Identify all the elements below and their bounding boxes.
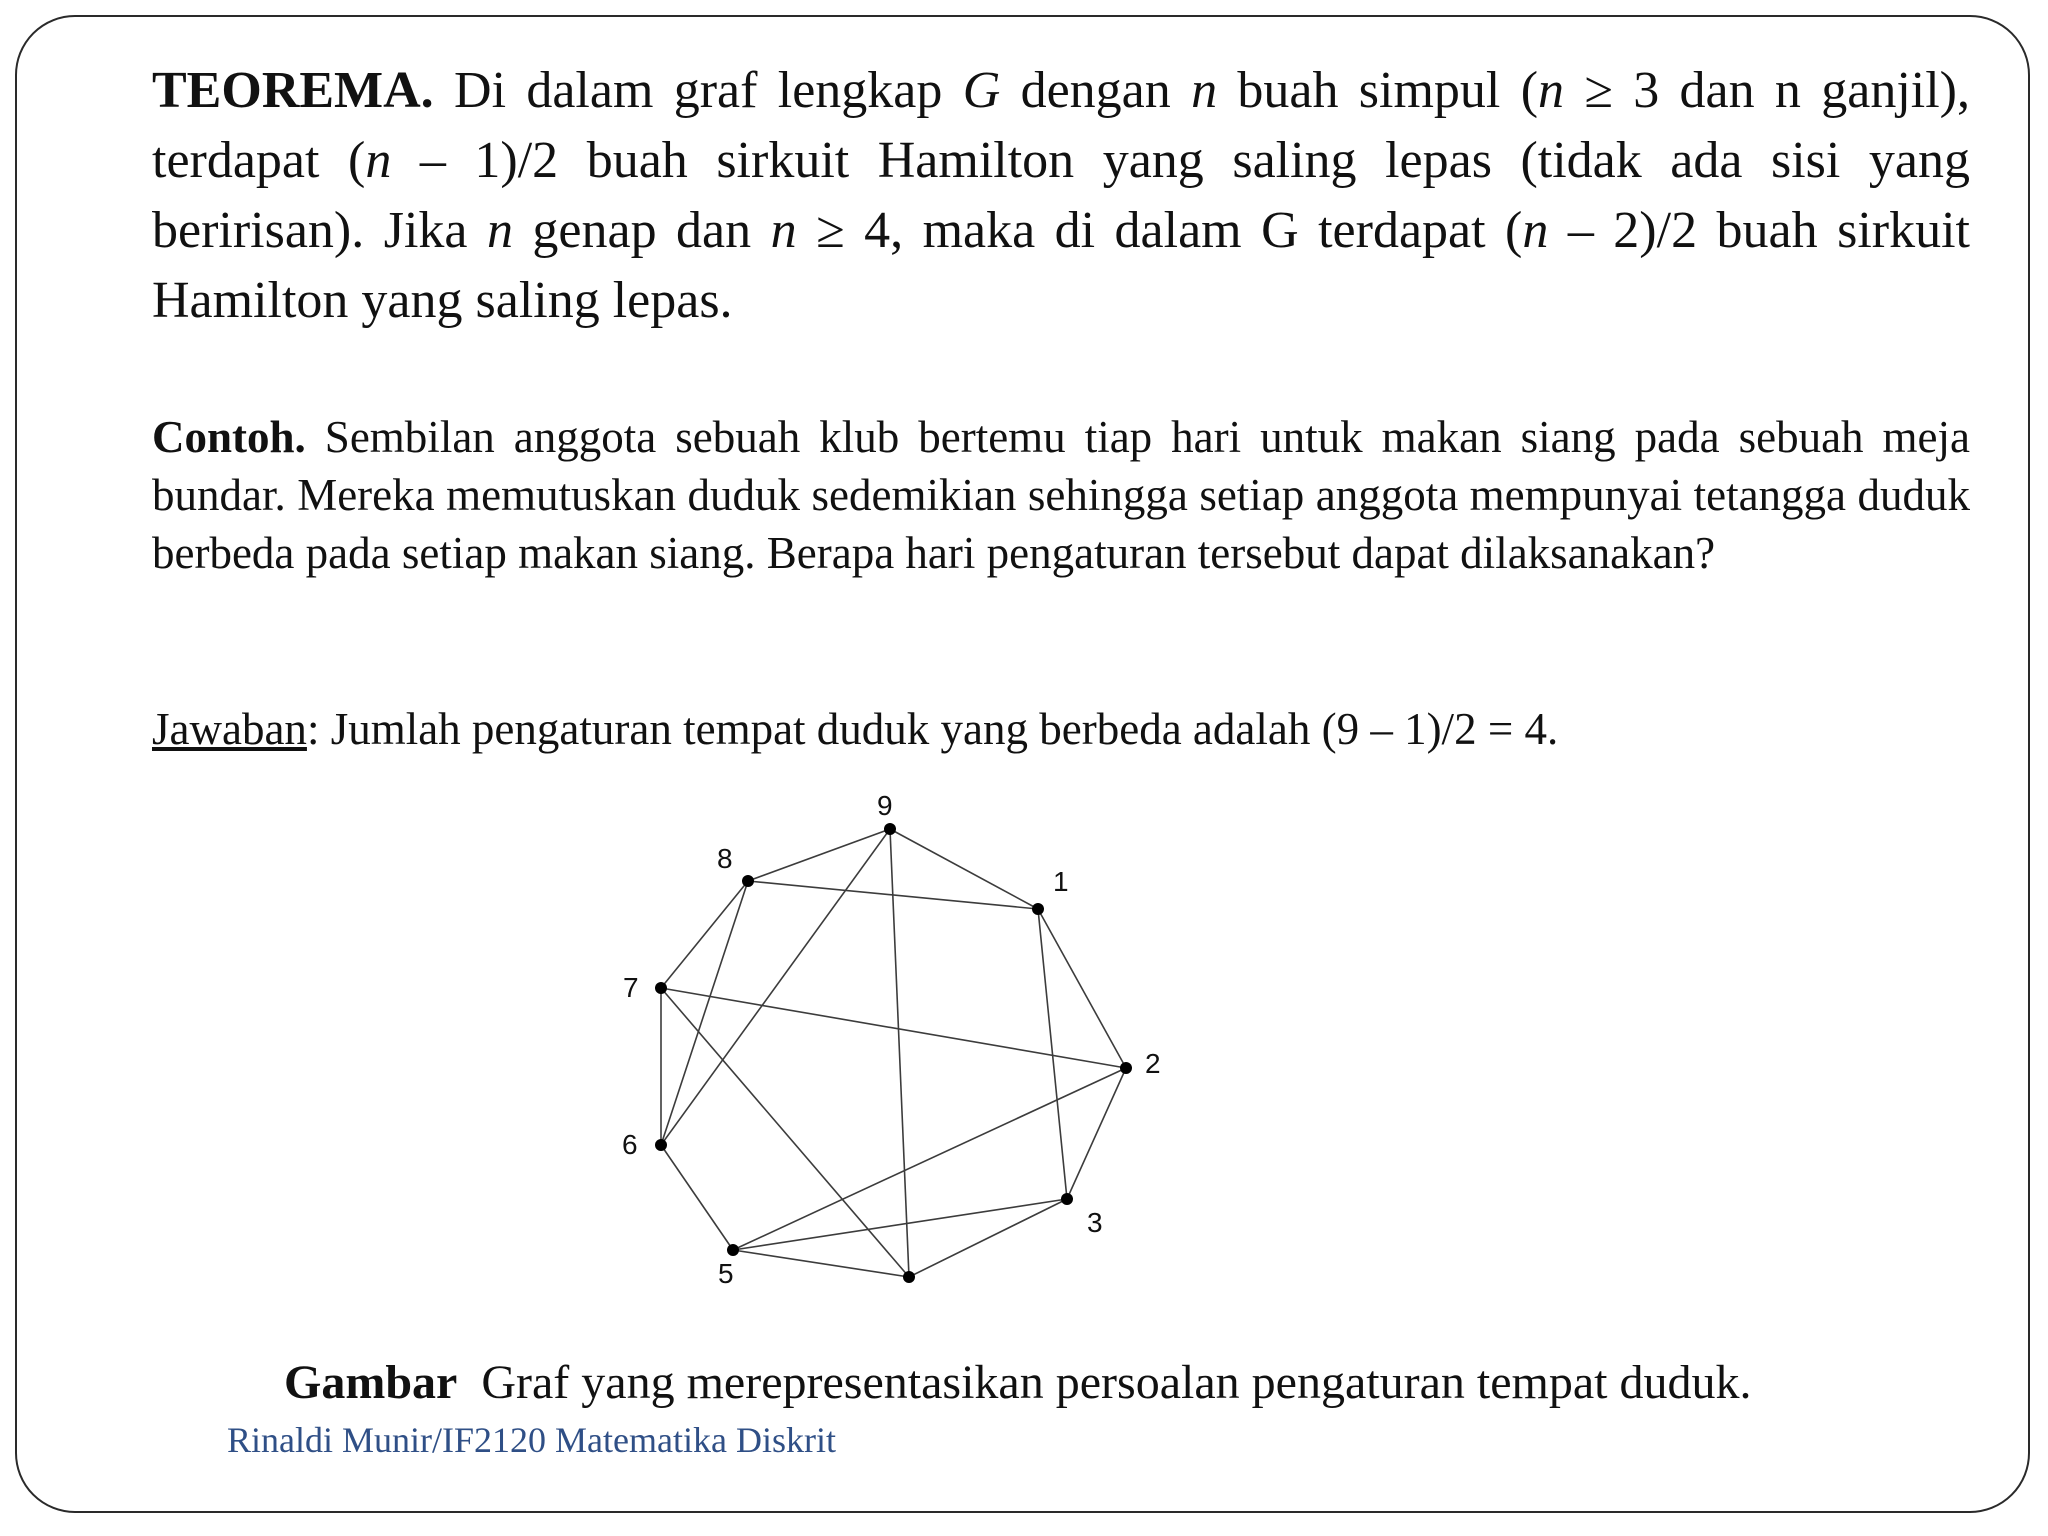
graph-vertex-label: 9 bbox=[877, 790, 893, 821]
graph-vertex-9 bbox=[884, 823, 896, 835]
graph-edge bbox=[661, 988, 909, 1277]
answer-label: Jawaban bbox=[152, 704, 307, 754]
theorem-text: ≥ 4, maka di dalam G terdapat ( bbox=[796, 202, 1523, 259]
graph-edge bbox=[661, 829, 890, 1145]
graph-vertex-label: 3 bbox=[1087, 1207, 1103, 1238]
theorem-var: n bbox=[365, 132, 392, 189]
example-label: Contoh. bbox=[152, 412, 306, 462]
graph-vertex-label: 2 bbox=[1145, 1048, 1161, 1079]
graph-edge bbox=[748, 829, 890, 881]
theorem-text: – 1)/2 buah sirkuit Hamilton yang saling lepas (tidak ada sisi yang beririsan). Jika bbox=[152, 132, 1970, 259]
graph-vertex-5 bbox=[727, 1244, 739, 1256]
footer-credit: Rinaldi Munir/IF2120 Matematika Diskrit bbox=[227, 1420, 836, 1460]
theorem-text: – 2)/2 buah sirkuit Hamilton yang saling lepas. bbox=[152, 202, 1970, 329]
graph-edge bbox=[661, 881, 748, 988]
graph-vertex-2 bbox=[1120, 1062, 1132, 1074]
graph-vertex-unlabeled bbox=[903, 1271, 915, 1283]
graph-vertex-label: 8 bbox=[717, 843, 733, 874]
theorem-var: n bbox=[1191, 62, 1218, 119]
theorem-text: genap dan bbox=[512, 202, 771, 259]
theorem-text: Di dalam graf lengkap bbox=[433, 62, 963, 119]
graph-vertex-7 bbox=[655, 982, 667, 994]
theorem-text: dengan bbox=[1000, 62, 1192, 119]
theorem-text: buah simpul ( bbox=[1217, 62, 1539, 119]
theorem-var: G bbox=[962, 62, 1001, 119]
graph-edge bbox=[733, 1068, 1126, 1250]
graph-edge bbox=[661, 1145, 733, 1250]
answer-text: : Jumlah pengaturan tempat duduk yang berbeda adalah (9 – 1)/2 = 4. bbox=[306, 704, 1559, 754]
graph-vertex-1 bbox=[1032, 903, 1044, 915]
caption-text: Graf yang merepresentasikan persoalan pengaturan tempat duduk. bbox=[457, 1356, 1752, 1409]
graph-vertex-6 bbox=[655, 1139, 667, 1151]
graph-vertex-8 bbox=[742, 875, 754, 887]
figure-caption bbox=[284, 1354, 1752, 1412]
graph-vertex-label: 6 bbox=[622, 1129, 638, 1160]
graph-edge bbox=[661, 988, 1126, 1068]
caption-label: Gambar bbox=[284, 1356, 458, 1409]
graph-vertex-label: 7 bbox=[623, 972, 639, 1003]
theorem-text: ≥ 3 dan n ganjil), terdapat ( bbox=[152, 62, 1970, 189]
graph-edge bbox=[661, 881, 748, 1145]
graph-edge bbox=[733, 1250, 909, 1277]
graph-vertex-3 bbox=[1061, 1193, 1073, 1205]
theorem-var: n bbox=[1522, 202, 1549, 259]
theorem-label: TEOREMA. bbox=[152, 62, 434, 119]
graph-vertex-label: 1 bbox=[1053, 866, 1069, 897]
theorem-var: n bbox=[486, 202, 513, 259]
graph-vertex-label: 5 bbox=[718, 1258, 734, 1289]
example-text: Sembilan anggota sebuah klub bertemu tiap hari untuk makan siang pada sebuah meja bundar. Mereka memutuskan duduk sedemikian sehingga setiap anggota mempunyai tetangga duduk berbeda pada setiap makan siang. Berapa hari pengaturan tersebut dapat dilaksanakan? bbox=[152, 412, 1970, 578]
graph-edge bbox=[1067, 1068, 1126, 1199]
theorem-var: n bbox=[770, 202, 797, 259]
theorem-var: n bbox=[1538, 62, 1565, 119]
